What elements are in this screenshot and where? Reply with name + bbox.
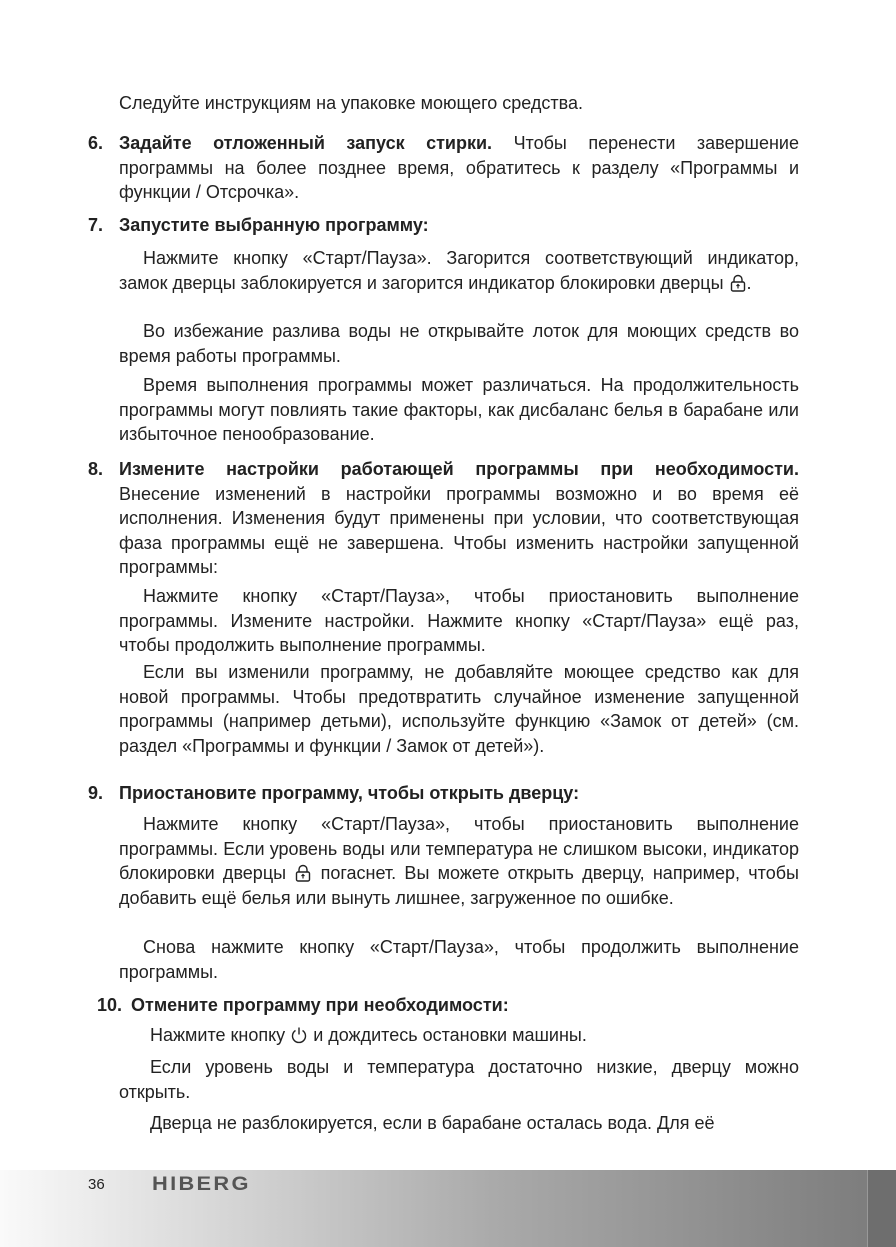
step-title: Запустите выбранную программу: xyxy=(119,215,429,235)
step-8-paragraph: Если вы изменили программу, не добавляйте моющее средство как для новой программы. Чтобы предотвратить случайное изменение запущенной программы (например детьми), используйте функцию «Замок от детей» (см. раздел «Программы и функции / Замок от детей»). xyxy=(119,662,799,756)
power-icon xyxy=(290,1026,308,1044)
step-number: 10. xyxy=(97,995,123,1015)
door-lock-icon xyxy=(294,864,312,882)
paragraph-text: Нажмите кнопку «Старт/Пауза», чтобы приостановить выполнение программы. Если уровень воды или температура не слишком высоки, индикатор блокировки дверцы xyxy=(119,814,799,884)
step-title: Отмените программу при необходимости: xyxy=(131,995,509,1015)
step-8-paragraph: Нажмите кнопку «Старт/Пауза», чтобы приостановить выполнение программы. Измените настройки. Нажмите кнопку «Старт/Пауза» ещё раз, чтобы продолжить выполнение программы. xyxy=(119,586,799,656)
step-8 xyxy=(88,457,799,580)
step-number: 6. xyxy=(88,133,104,153)
step-number: 7. xyxy=(88,215,104,235)
step-title: Задайте отложенный запуск стирки. xyxy=(119,133,493,153)
brand-logo: HIBERG xyxy=(152,1174,251,1195)
step-6 xyxy=(88,131,799,205)
step-7-heading xyxy=(88,213,799,238)
step-10-heading xyxy=(97,993,799,1018)
step-number: 9. xyxy=(88,783,104,803)
step-number: 8. xyxy=(88,459,104,479)
footer-edge-strip xyxy=(867,1170,896,1247)
paragraph-text: и дождитесь остановки машины. xyxy=(308,1025,587,1045)
paragraph-text: . xyxy=(746,272,752,293)
step-title: Измените настройки работающей программы при необходимости. xyxy=(119,459,799,479)
intro-text: Следуйте инструкциям на упаковке моющего средства. xyxy=(119,93,584,113)
step-9-paragraph: Снова нажмите кнопку «Старт/Пауза», чтобы продолжить выполнение программы. xyxy=(119,937,799,982)
paragraph-text: погаснет. Вы можете открыть дверцу, например, чтобы добавить ещё белья или вынуть лишнее, загруженное по ошибке. xyxy=(119,863,799,908)
step-10-paragraph: Дверца не разблокируется, если в барабане осталась вода. Для её xyxy=(150,1113,715,1133)
step-text: Внесение изменений в настройки программы возможно и во время её исполнения. Изменения будут применены при условии, что соответствующая фаза программы ещё не завершена. Чтобы изменить настройки запущенной программы: xyxy=(119,483,799,578)
step-7-paragraph xyxy=(119,246,799,295)
door-lock-icon xyxy=(729,274,747,292)
step-text: Чтобы перенести завершение программы на более позднее время, обратитесь к разделу «Программы и функции / Отсрочка». xyxy=(119,133,799,203)
step-10-paragraph: Если уровень воды и температура достаточно низкие, дверцу можно открыть. xyxy=(119,1057,799,1102)
paragraph-text: Нажмите кнопку «Старт/Пауза». Загорится соответствующий индикатор, замок дверцы заблокируется и загорится индикатор блокировки дверцы xyxy=(119,248,799,293)
page-number: 36 xyxy=(88,1176,105,1193)
step-9-paragraph xyxy=(119,812,799,910)
step-9-heading xyxy=(88,781,799,806)
step-title: Приостановите программу, чтобы открыть дверцу: xyxy=(119,783,580,803)
page-footer xyxy=(0,1170,896,1247)
step-7-paragraph: Время выполнения программы может различаться. На продолжительность программы могут повлиять такие факторы, как дисбаланс белья в барабане или избыточное пенообразование. xyxy=(119,375,799,445)
step-7-paragraph: Во избежание разлива воды не открывайте лоток для моющих средств во время работы программы. xyxy=(119,321,799,366)
step-10-paragraph xyxy=(119,1023,799,1048)
paragraph-text: Нажмите кнопку xyxy=(150,1025,291,1045)
